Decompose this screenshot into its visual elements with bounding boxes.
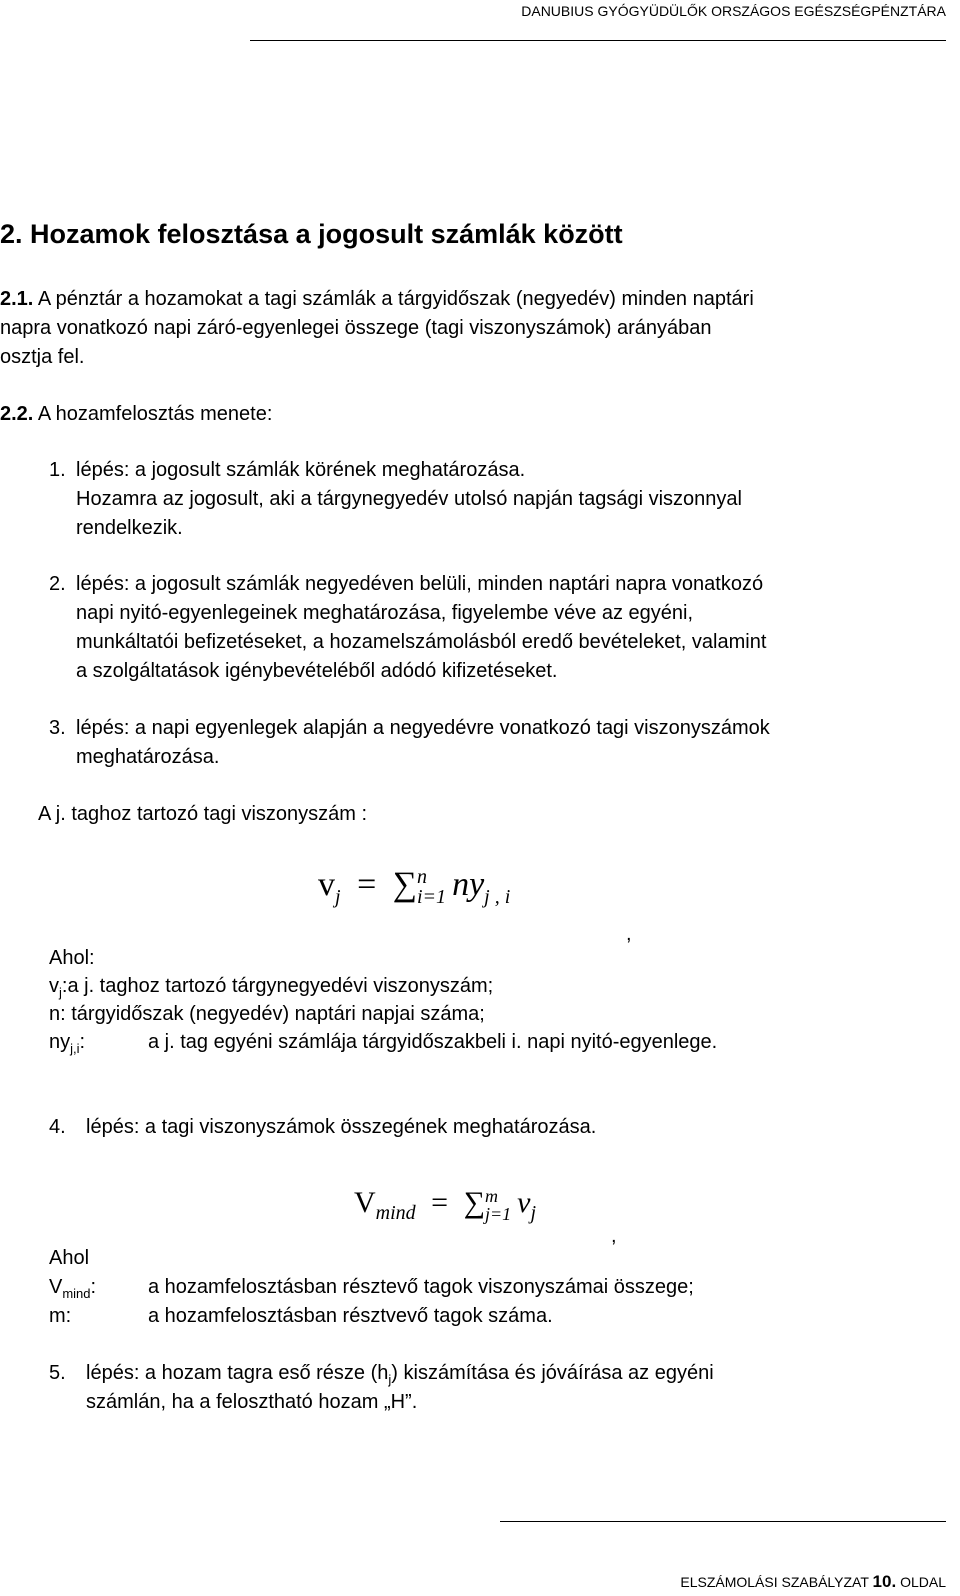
- step2-line4: a szolgáltatások igénybevételéből adódó kifizetéseket.: [76, 660, 558, 682]
- footer: ELSZÁMOLÁSI SZABÁLYZAT 10. OLDAL: [680, 1572, 946, 1591]
- step3-number: 3.: [49, 717, 66, 739]
- definition-ny: $ny_{j,i}$:: [49, 1031, 86, 1056]
- page-number: 10.: [872, 1572, 897, 1591]
- definition-m: m:: [49, 1305, 72, 1327]
- header-rule: [250, 40, 946, 41]
- definition-vj: $v_j:a$ j. taghoz tartozó tárgynegyedévi viszonyszám;: [49, 975, 494, 1000]
- formula-comma: ,: [626, 923, 632, 945]
- formula-vj: $v_j$ = ∑ n i=1 $ny_{j , i}$: [318, 866, 511, 909]
- step4-text: lépés: a tagi viszonyszámok összegének meghatározása.: [86, 1116, 597, 1138]
- paragraph-2-1-line3: osztja fel.: [0, 346, 85, 368]
- paragraph-number: 2.2.: [0, 403, 34, 425]
- paragraph-2-1-line2: napra vonatkozó napi záró-egyenlegei összege (tagi viszonyszámok) arányában: [0, 317, 712, 339]
- step2-line1: lépés: a jogosult számlák negyedéven belüli, minden naptári napra vonatkozó: [76, 573, 764, 595]
- step2-line3: munkáltatói befizetéseket, a hozamelszámolásból eredő bevételeket, valamint: [76, 631, 767, 653]
- formula-vmind: $V_{mind}$ = ∑ m j=1 $v_j$: [354, 1186, 537, 1225]
- step3-line2: meghatározása.: [76, 746, 220, 768]
- step3-line1: lépés: a napi egyenlegek alapján a negyedévre vonatkozó tagi viszonyszámok: [76, 717, 770, 739]
- definition-vmind-text: a hozamfelosztásban résztevő tagok viszonyszámai összege;: [148, 1276, 694, 1298]
- paragraph-2-1-line1: 2.1. A pénztár a hozamokat a tagi számlák a tárgyidőszak (negyedév) minden naptári: [0, 288, 754, 310]
- definition-vmind: $V_{mind}$:: [49, 1276, 97, 1301]
- step1-line1: lépés: a jogosult számlák körének meghatározása.: [76, 459, 526, 481]
- header-title: DANUBIUS GYÓGYÜDÜLŐK ORSZÁGOS EGÉSZSÉGPÉNZTÁRA: [521, 3, 946, 19]
- step2-line2: napi nyitó-egyenlegeinek meghatározása, figyelembe véve az egyéni,: [76, 602, 694, 624]
- step1-line2: Hozamra az jogosult, aki a tárgynegyedév utolsó napján tagsági viszonnyal: [76, 488, 742, 510]
- definition-m-text: a hozamfelosztásban résztvevő tagok száma.: [148, 1305, 553, 1327]
- sigma-symbol: ∑: [463, 1186, 485, 1219]
- formula2-comma: ,: [611, 1225, 617, 1247]
- definition-ny-text: a j. tag egyéni számlája tárgyidőszakbeli i. napi nyitó-egyenlege.: [148, 1031, 718, 1053]
- footer-rule: [500, 1521, 946, 1522]
- ahol2-label: Ahol: [49, 1247, 90, 1269]
- definition-n: n: tárgyidőszak (negyedév) naptári napjai száma;: [49, 1003, 485, 1025]
- sigma-symbol: ∑: [392, 866, 417, 903]
- step4-number: 4.: [49, 1116, 66, 1138]
- step5-number: 5.: [49, 1362, 66, 1384]
- step5-line2: számlán, ha a felosztható hozam „H”.: [86, 1391, 418, 1413]
- paragraph-number: 2.1.: [0, 288, 34, 310]
- step2-number: 2.: [49, 573, 66, 595]
- ahol-label: Ahol:: [49, 947, 95, 969]
- step1-line3: rendelkezik.: [76, 517, 183, 539]
- paragraph-2-2: 2.2. A hozamfelosztás menete:: [0, 403, 273, 425]
- step1-number: 1.: [49, 459, 66, 481]
- aj-caption: A j. taghoz tartozó tagi viszonyszám :: [38, 803, 368, 825]
- section-title: 2. Hozamok felosztása a jogosult számlák között: [0, 219, 623, 249]
- step5-line1: lépés: a hozam tagra eső része $(h_j)$ kiszámítása és jóváírása az egyéni: [86, 1362, 714, 1387]
